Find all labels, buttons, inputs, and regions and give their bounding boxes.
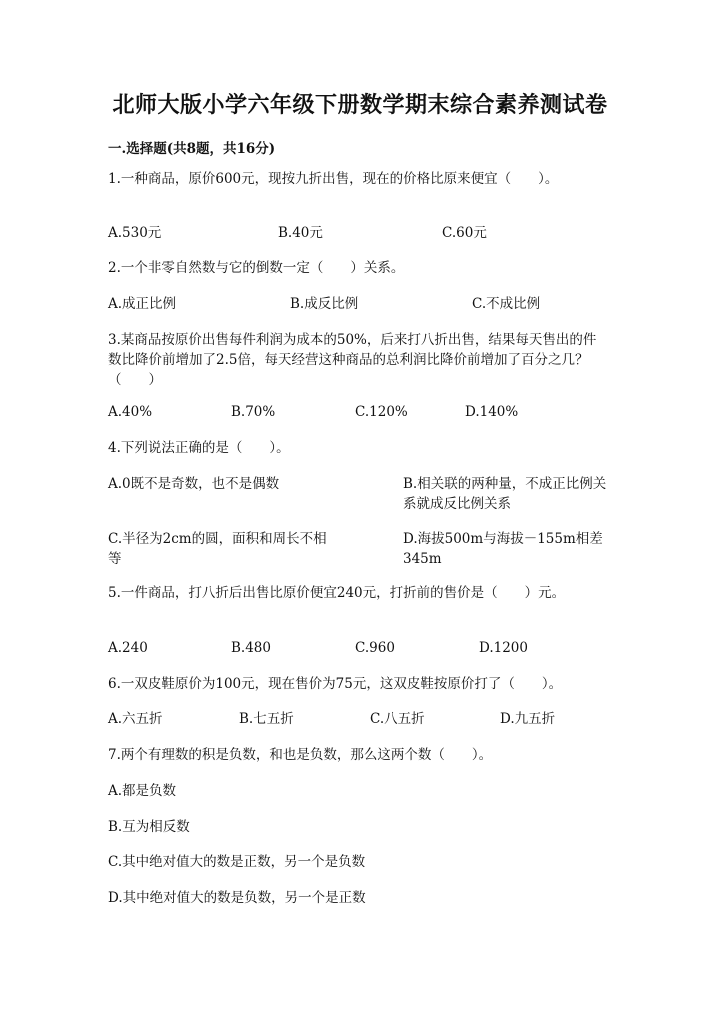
question-3: 3.某商品按原价出售每件利润为成本的50%，后来打八折出售，结果每天售出的件数比降价前增加了2.5倍，每天经营这种商品的总利润比降价前增加了百分之几？（ ） <box>108 332 597 388</box>
option[interactable]: B.40元 <box>278 225 323 241</box>
option[interactable]: D.1200 <box>479 640 528 656</box>
option[interactable]: A.六五折 <box>108 711 163 727</box>
option[interactable]: A.成正比例 <box>108 296 177 312</box>
option[interactable]: B.480 <box>231 640 271 656</box>
option[interactable]: B.七五折 <box>239 711 294 727</box>
option[interactable]: D.140% <box>465 404 519 420</box>
question-4: 4.下列说法正确的是（ ）。 <box>108 440 290 456</box>
option[interactable]: C.60元 <box>442 225 487 241</box>
question-2: 2.一个非零自然数与它的倒数一定（ ）关系。 <box>108 260 405 276</box>
option[interactable]: C.八五折 <box>370 711 425 727</box>
question-7: 7.两个有理数的积是负数，和也是负数，那么这两个数（ ）。 <box>108 747 493 763</box>
option[interactable]: C.半径为2cm的圆，面积和周长不相等 <box>108 531 327 567</box>
option[interactable]: D.九五折 <box>500 711 556 727</box>
option[interactable]: A.0既不是奇数，也不是偶数 <box>108 476 280 492</box>
page-title: 北师大版小学六年级下册数学期末综合素养测试卷 <box>112 92 608 118</box>
question-5: 5.一件商品，打八折后出售比原价便宜240元，打折前的售价是（ ）元。 <box>108 585 566 601</box>
option[interactable]: B.相关联的两种量，不成正比例关系就成反比例关系 <box>403 476 607 512</box>
option[interactable]: B.互为相反数 <box>108 819 190 835</box>
option[interactable]: A.都是负数 <box>108 783 177 799</box>
section-heading: 一.选择题(共8题，共16分) <box>108 141 276 157</box>
option[interactable]: C.120% <box>355 404 408 420</box>
option[interactable]: C.不成比例 <box>472 296 541 312</box>
question-1: 1.一种商品，原价600元，现按九折出售，现在的价格比原来便宜（ ）。 <box>108 171 559 187</box>
option[interactable]: C.其中绝对值大的数是正数，另一个是负数 <box>108 854 366 870</box>
option[interactable]: C.960 <box>355 640 395 656</box>
option[interactable]: B.70% <box>231 404 276 420</box>
option[interactable]: D.海拔500m与海拔－155m相差345m <box>403 531 603 567</box>
option[interactable]: A.530元 <box>108 225 162 241</box>
question-6: 6.一双皮鞋原价为100元，现在售价为75元，这双皮鞋按原价打了（ ）。 <box>108 676 563 692</box>
option[interactable]: A.240 <box>108 640 148 656</box>
option[interactable]: D.其中绝对值大的数是负数，另一个是正数 <box>108 890 366 906</box>
option[interactable]: B.成反比例 <box>290 296 359 312</box>
option[interactable]: A.40% <box>108 404 153 420</box>
